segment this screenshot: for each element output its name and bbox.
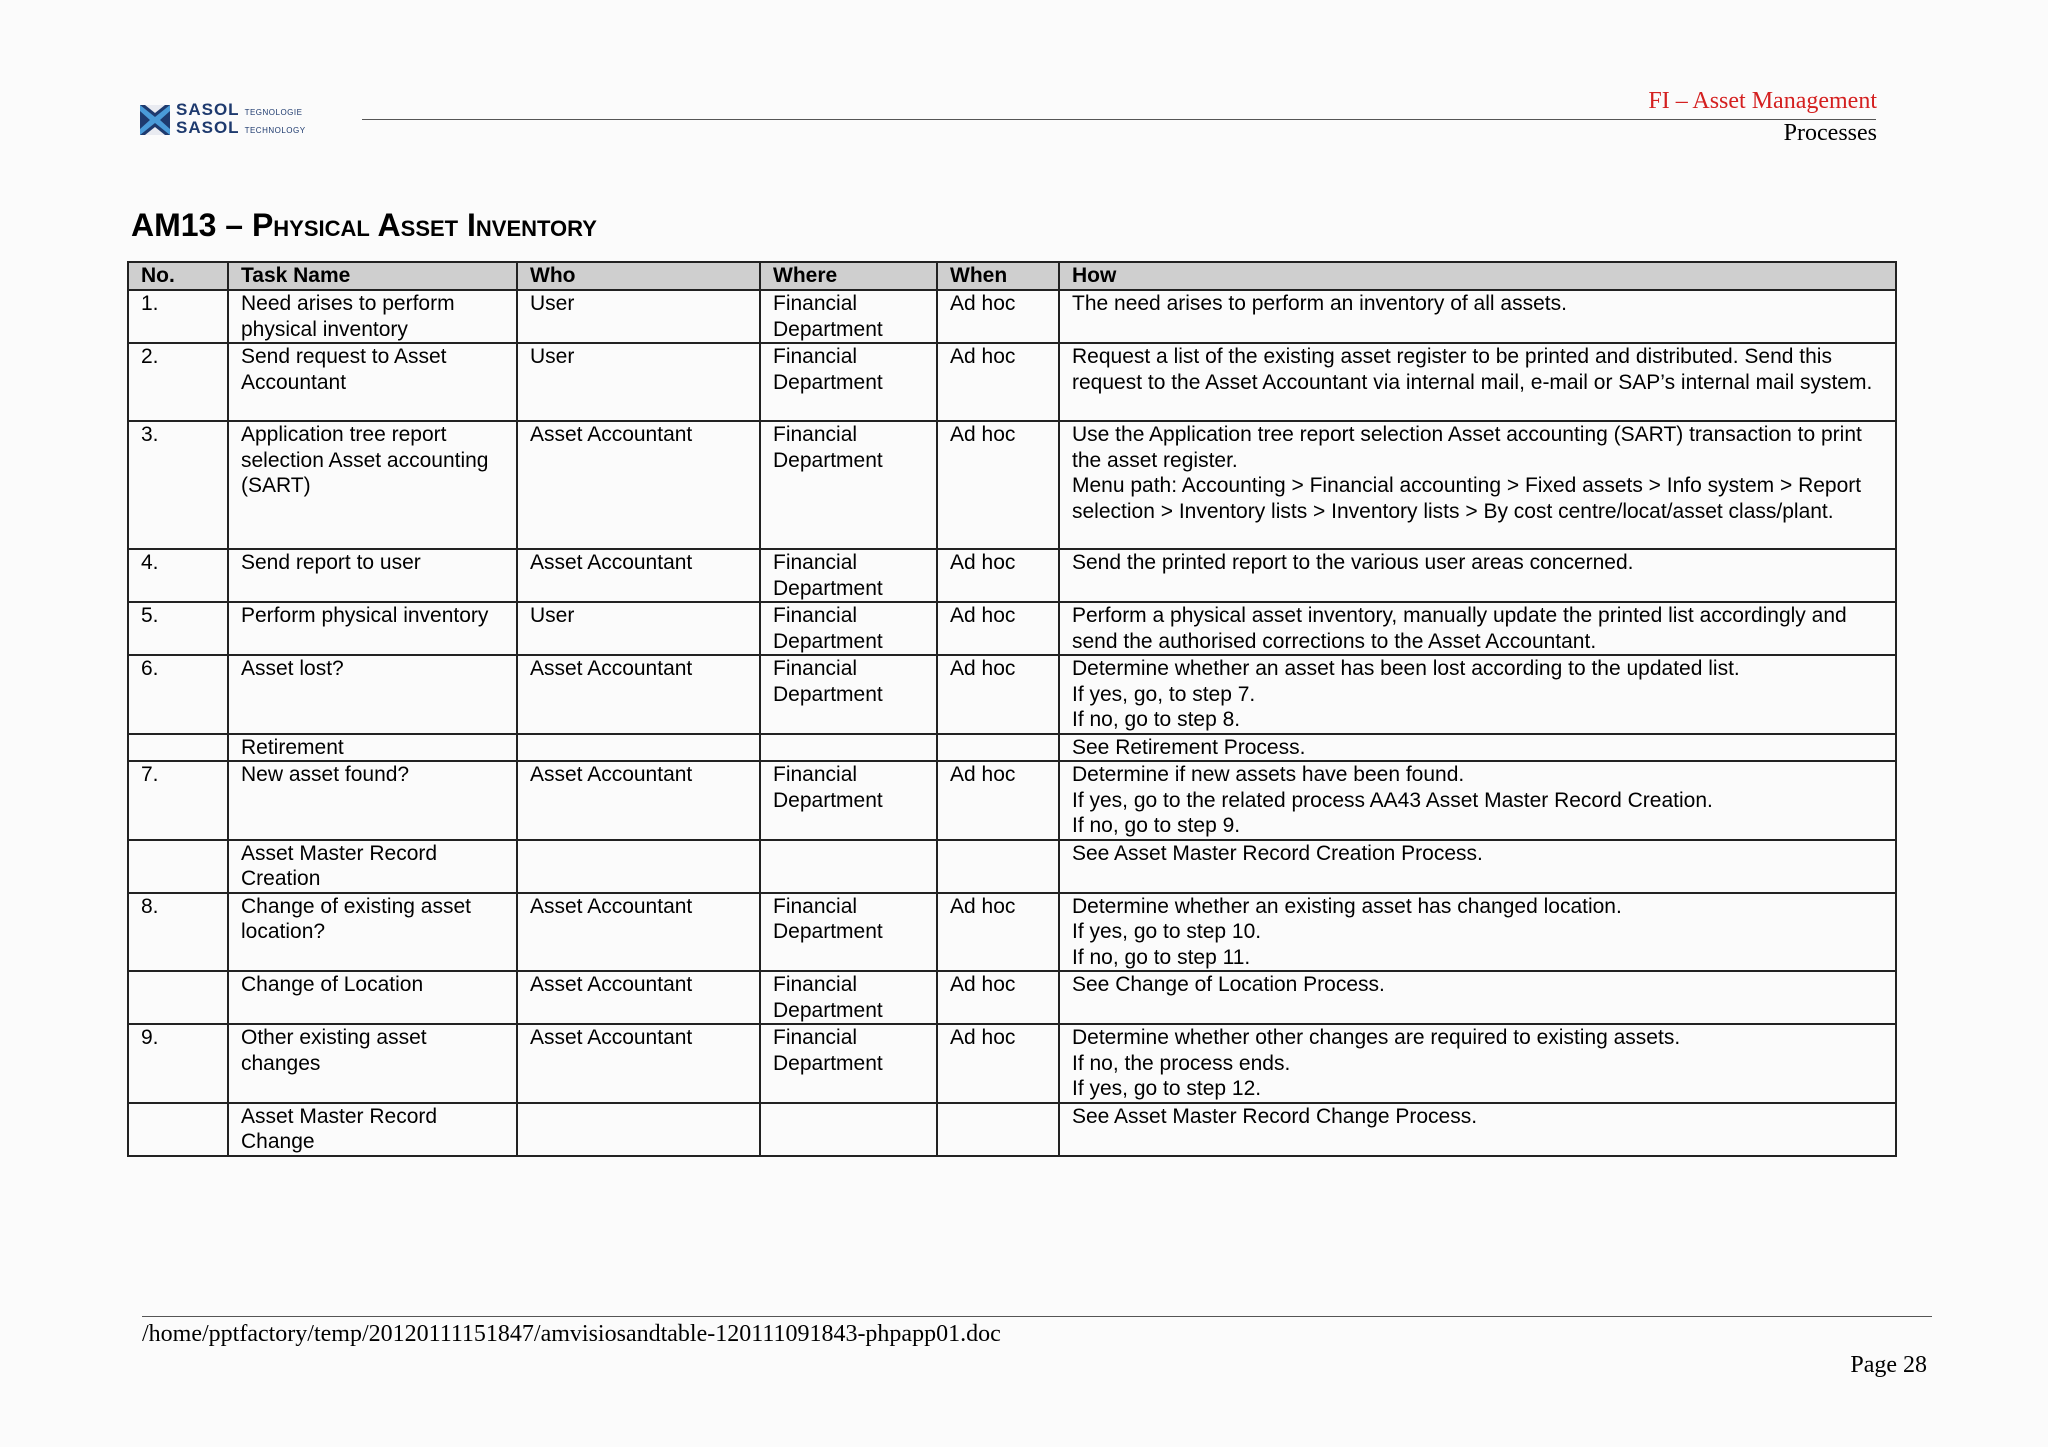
cell-who [517, 1103, 760, 1156]
header-divider [362, 119, 1876, 120]
company-logo [140, 102, 306, 138]
cell-where: Financial Department [760, 602, 937, 655]
cell-task-name: Send report to user [228, 549, 517, 602]
cell-task-name: Send request to Asset Accountant [228, 343, 517, 421]
cell-who: Asset Accountant [517, 421, 760, 549]
column-header-when: When [937, 262, 1059, 290]
cell-when: Ad hoc [937, 421, 1059, 549]
cell-task-name: New asset found? [228, 761, 517, 840]
cell-where [760, 1103, 937, 1156]
cell-no: 7. [128, 761, 228, 840]
table-row [128, 734, 1896, 762]
how-line: If yes, go to the related process AA43 Asset Master Record Creation. [1072, 788, 1713, 812]
column-header-no: No. [128, 262, 228, 290]
logo-brand-line2: SASOL [176, 118, 240, 137]
cell-task-name: Asset Master Record Change [228, 1103, 517, 1156]
cell-how [1059, 343, 1896, 421]
how-line: Use the Application tree report selection Asset accounting (SART) transaction to print the asset register. [1072, 423, 1862, 472]
cell-who: Asset Accountant [517, 549, 760, 602]
cell-where: Financial Department [760, 343, 937, 421]
how-line: If yes, go to step 10. [1072, 920, 1262, 943]
column-header-task-name: Task Name [228, 262, 517, 290]
cell-how [1059, 761, 1896, 840]
cell-who [517, 734, 760, 762]
cell-where: Financial Department [760, 893, 937, 972]
cell-when: Ad hoc [937, 290, 1059, 343]
cell-where: Financial Department [760, 971, 937, 1024]
header-title: FI – Asset Management [1648, 88, 1877, 114]
cell-who: User [517, 343, 760, 421]
logo-brand-line1: SASOL [176, 100, 240, 119]
cell-how [1059, 549, 1896, 602]
cell-who: Asset Accountant [517, 893, 760, 972]
cell-no: 9. [128, 1024, 228, 1103]
header-subtitle: Processes [1783, 120, 1877, 146]
cell-task-name: Asset lost? [228, 655, 517, 734]
cell-how [1059, 421, 1896, 549]
cell-when: Ad hoc [937, 549, 1059, 602]
page-title-name: Physical Asset Inventory [251, 207, 597, 243]
sasol-logo-icon [140, 105, 170, 135]
how-line: Determine if new assets have been found. [1072, 763, 1465, 786]
cell-when [937, 840, 1059, 893]
how-line: Send the printed report to the various user areas concerned. [1072, 551, 1634, 574]
how-line: See Asset Master Record Creation Process. [1072, 841, 1483, 865]
table-row [128, 1024, 1896, 1103]
cell-who: Asset Accountant [517, 655, 760, 734]
how-line: See Change of Location Process. [1072, 973, 1385, 996]
cell-who: Asset Accountant [517, 971, 760, 1024]
table-row [128, 840, 1896, 893]
cell-how [1059, 893, 1896, 972]
cell-how [1059, 602, 1896, 655]
cell-task-name: Perform physical inventory [228, 602, 517, 655]
cell-how [1059, 971, 1896, 1024]
cell-no: 8. [128, 893, 228, 972]
cell-when: Ad hoc [937, 655, 1059, 734]
cell-task-name: Change of Location [228, 971, 517, 1024]
how-line: The need arises to perform an inventory of all assets. [1072, 292, 1567, 315]
how-line: Request a list of the existing asset register to be printed and distributed. Send this request to the Asset Accountant via internal mail, e-mail or SAP’s internal mail system. [1072, 345, 1873, 394]
cell-when [937, 1103, 1059, 1156]
how-line: If yes, go to step 12. [1072, 1077, 1262, 1100]
table-row [128, 602, 1896, 655]
cell-task-name: Asset Master Record Creation [228, 840, 517, 893]
footer-file-path: /home/pptfactory/temp/20120111151847/amvisiosandtable-120111091843-phpapp01.doc [142, 1321, 1001, 1347]
cell-when [937, 734, 1059, 762]
cell-task-name: Change of existing asset location? [228, 893, 517, 972]
how-line: If no, go to step 8. [1072, 708, 1241, 731]
page-number: Page 28 [1850, 1352, 1927, 1378]
cell-where: Financial Department [760, 549, 937, 602]
cell-when: Ad hoc [937, 761, 1059, 840]
column-header-how: How [1059, 262, 1896, 290]
process-table [127, 261, 1897, 1157]
table-row [128, 893, 1896, 972]
cell-task-name: Need arises to perform physical inventory [228, 290, 517, 343]
cell-no: 5. [128, 602, 228, 655]
cell-when: Ad hoc [937, 1024, 1059, 1103]
table-row [128, 655, 1896, 734]
cell-task-name: Other existing asset changes [228, 1024, 517, 1103]
cell-no [128, 734, 228, 762]
how-line: See Retirement Process. [1072, 735, 1306, 759]
cell-where: Financial Department [760, 421, 937, 549]
cell-how [1059, 655, 1896, 734]
cell-where: Financial Department [760, 655, 937, 734]
cell-task-name: Application tree report selection Asset accounting (SART) [228, 421, 517, 549]
cell-how [1059, 734, 1896, 762]
table-row [128, 290, 1896, 343]
table-row [128, 421, 1896, 549]
cell-when: Ad hoc [937, 971, 1059, 1024]
cell-where: Financial Department [760, 290, 937, 343]
table-row [128, 971, 1896, 1024]
cell-when: Ad hoc [937, 602, 1059, 655]
cell-where: Financial Department [760, 1024, 937, 1103]
cell-who: User [517, 602, 760, 655]
how-line: Determine whether an asset has been lost according to the updated list. [1072, 657, 1740, 680]
cell-how [1059, 840, 1896, 893]
cell-task-name: Retirement [228, 734, 517, 762]
table-row [128, 343, 1896, 421]
logo-sub-line1: TEGNOLOGIE [244, 108, 303, 117]
how-line: Perform a physical asset inventory, manually update the printed list accordingly and send the authorised corrections to the Asset Accountant. [1072, 604, 1847, 653]
cell-how [1059, 1024, 1896, 1103]
cell-no: 3. [128, 421, 228, 549]
cell-who: Asset Accountant [517, 1024, 760, 1103]
table-body [128, 290, 1896, 1156]
cell-who: Asset Accountant [517, 761, 760, 840]
cell-who: User [517, 290, 760, 343]
column-header-where: Where [760, 262, 937, 290]
cell-no [128, 971, 228, 1024]
table-row [128, 549, 1896, 602]
cell-where [760, 734, 937, 762]
table-row [128, 761, 1896, 840]
table-row [128, 1103, 1896, 1156]
cell-who [517, 840, 760, 893]
cell-no [128, 1103, 228, 1156]
cell-no: 2. [128, 343, 228, 421]
cell-when: Ad hoc [937, 343, 1059, 421]
how-line: If no, go to step 11. [1072, 945, 1251, 969]
cell-where [760, 840, 937, 893]
how-line: If yes, go, to step 7. [1072, 682, 1256, 706]
how-line: If no, the process ends. [1072, 1051, 1291, 1075]
cell-no: 6. [128, 655, 228, 734]
how-line: Menu path: Accounting > Financial accounting > Fixed assets > Info system > Report selection > Inventory lists > Inventory lists > By cost centre/locat/asset class/plant. [1072, 474, 1862, 523]
how-line: See Asset Master Record Change Process. [1072, 1104, 1478, 1128]
table-header-row [128, 262, 1896, 290]
cell-no [128, 840, 228, 893]
column-header-who: Who [517, 262, 760, 290]
page-title-code: AM13 – [131, 207, 252, 243]
cell-no: 4. [128, 549, 228, 602]
cell-where: Financial Department [760, 761, 937, 840]
cell-when: Ad hoc [937, 893, 1059, 972]
cell-how [1059, 290, 1896, 343]
how-line: Determine whether an existing asset has changed location. [1072, 894, 1622, 918]
cell-how [1059, 1103, 1896, 1156]
how-line: If no, go to step 9. [1072, 814, 1241, 837]
footer-divider [142, 1316, 1932, 1317]
cell-no: 1. [128, 290, 228, 343]
page-title [131, 207, 597, 244]
how-line: Determine whether other changes are required to existing assets. [1072, 1026, 1681, 1049]
logo-sub-line2: TECHNOLOGY [244, 126, 306, 135]
